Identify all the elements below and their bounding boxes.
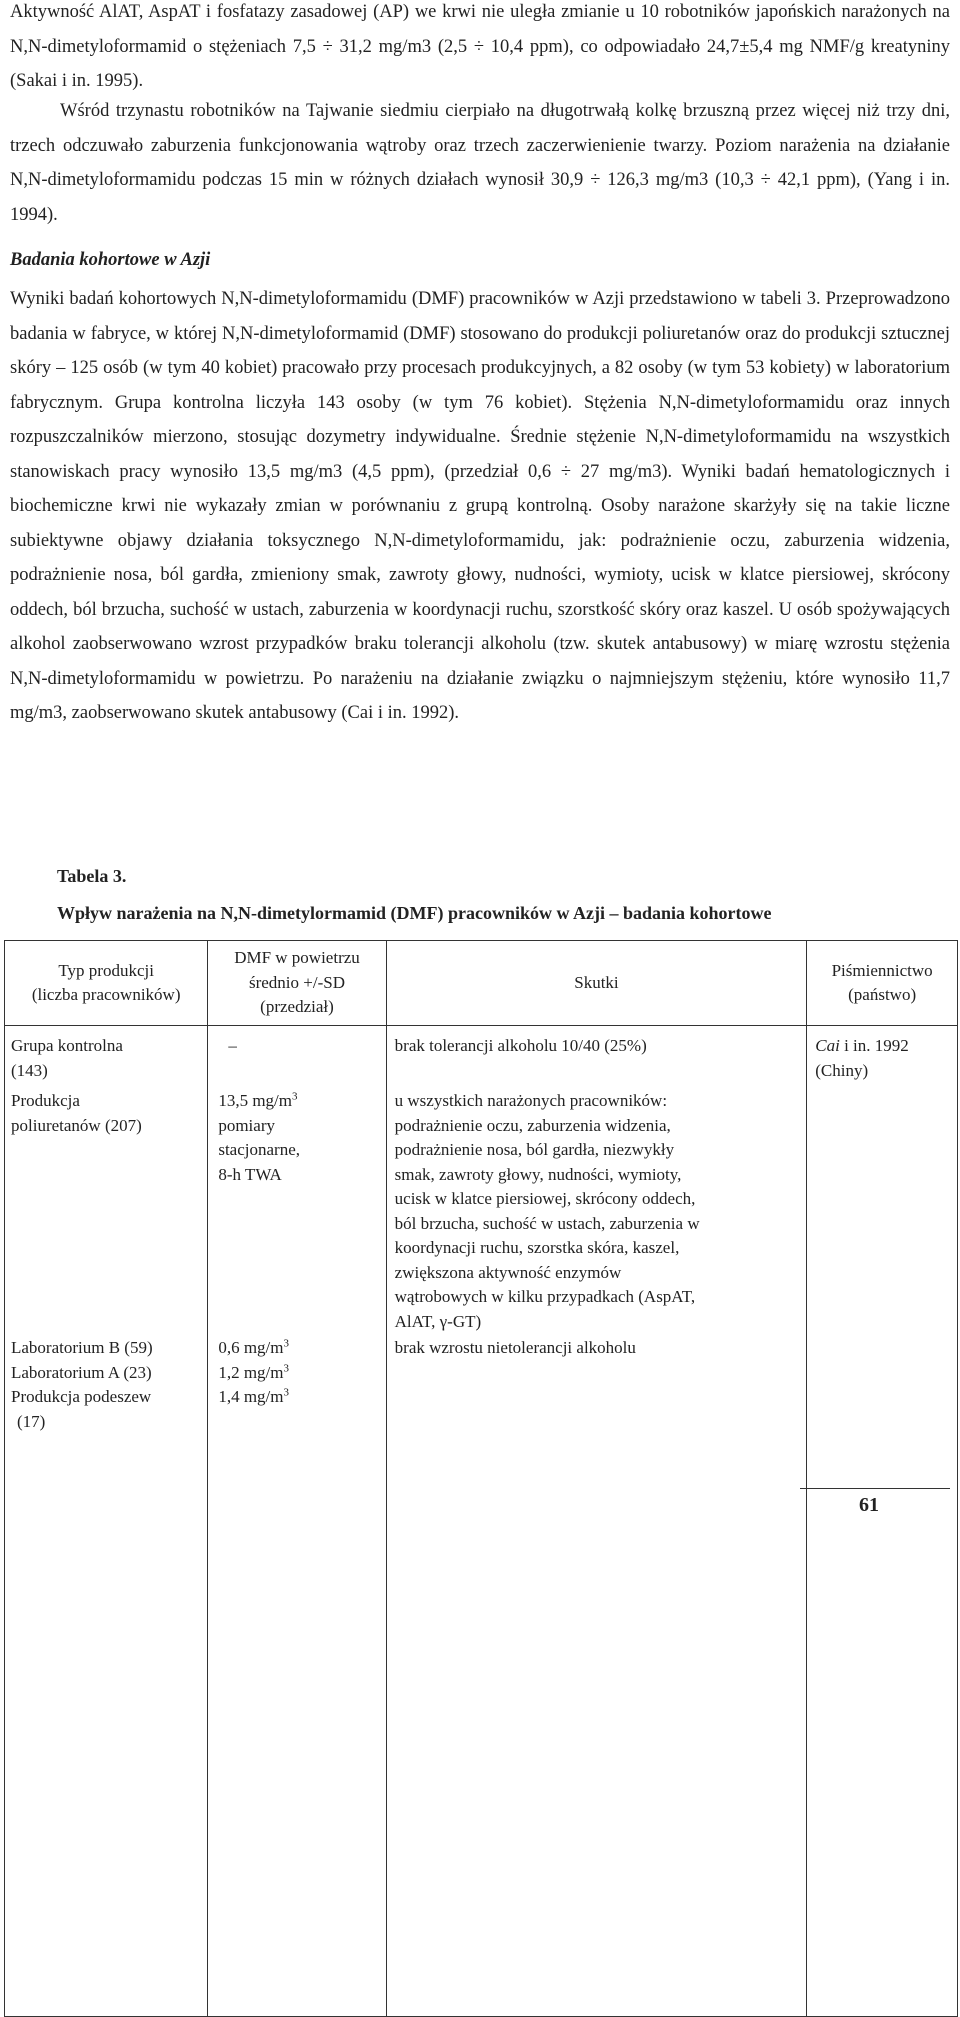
table-caption: Wpływ narażenia na N,N-dimetylormamid (DMF) pracowników w Azji – badania kohortowe bbox=[57, 903, 772, 923]
reference-cai bbox=[815, 1034, 909, 1083]
header-references bbox=[807, 941, 958, 1026]
effect-line: ucisk w klatce piersiowej, skrócony oddech, bbox=[394, 1189, 696, 1208]
table-row bbox=[5, 1026, 958, 2017]
shoe-label: Produkcja podeszew bbox=[11, 1387, 152, 1406]
lab-b-dmf: 0,6 mg/m bbox=[218, 1338, 284, 1357]
lab-a-label: Laboratorium A (23) bbox=[11, 1362, 152, 1382]
poly-count: poliuretanów (207) bbox=[11, 1115, 142, 1135]
effect-line: u wszystkich narażonych pracowników: bbox=[394, 1091, 668, 1110]
reference-country: (Chiny) bbox=[815, 1060, 869, 1080]
effect-line: smak, zawroty głowy, nudności, wymioty, bbox=[394, 1164, 682, 1184]
effect-line: koordynacji ruchu, szorstka skóra, kaszel, bbox=[394, 1238, 680, 1257]
lab-a-dmf: 1,2 mg/m bbox=[218, 1362, 284, 1382]
header-col1-line2: (liczba pracowników) bbox=[31, 985, 181, 1004]
shoe-count: (17) bbox=[17, 1411, 46, 1431]
control-count: (143) bbox=[11, 1060, 48, 1080]
effect-line: zwiększona aktywność enzymów bbox=[394, 1262, 622, 1282]
page-number-rule bbox=[800, 1488, 950, 1489]
poly-effects bbox=[395, 1089, 700, 1334]
reference-author: Cai bbox=[815, 1036, 840, 1055]
cohort-table bbox=[4, 940, 958, 2017]
lab-b-label: Laboratorium B (59) bbox=[11, 1338, 153, 1357]
row-polyurethane bbox=[11, 1089, 142, 1138]
lab-effect: brak wzrostu nietolerancji alkoholu bbox=[394, 1338, 636, 1357]
poly-label: Produkcja bbox=[11, 1091, 80, 1110]
shoe-dmf: 1,4 mg/m bbox=[218, 1387, 284, 1406]
header-col1-line1: Typ produkcji bbox=[58, 960, 154, 980]
paragraph-cohort bbox=[10, 282, 950, 731]
header-col2-line2: średnio +/-SD bbox=[248, 972, 345, 992]
p3-text: Wyniki badań kohortowych N,N-dimetyloformamidu (DMF) pracowników w Azji przedstawiono w tabeli 3. Przeprowadzono badania w fabryce, w której N,N-dimetyloformamid (DMF) stosowano do produkcji poliuretanów oraz do produkcji sztucznej skóry – 125 osób (w tym 40 kobiet) pracowało przy procesach produkcyjnych, a 82 osoby (w tym 53 kobiety) w laboratorium fabrycznym. Grupa kontrolna liczyła 143 osoby (w tym 76 kobiet). Stężenia N,N-dimetyloformamidu oraz innych rozpuszczalników mierzono, stosując dozymetry indywidualne. Średnie stężenie N,N-dimetyloformamidu na wszystkich stanowiskach pracy wynosiło 13,5 mg/m3 (4,5 ppm), (przedział 0,6 ÷ 27 mg/m3). Wyniki badań hematologicznych i biochemiczne krwi nie wykazały zmian w porównaniu z grupą kontrolną. Osoby narażone skarżyły się na takie liczne subiektywne objawy działania toksycznego N,N-dimetyloformamidu, jak: podrażnienie oczu, zaburzenia widzenia, podrażnienie nosa, ból gardła, zmieniony smak, zawroty głowy, nudności, wymioty, ucisk w klatce piersiowej, skrócony oddech, ból brzucha, suchość w ustach, zaburzenia w koordynacji ruchu, szorstkość skóry oraz kaszel. U osób spożywających alkohol zaobserwowano wzrost przypadków braku tolerancji alkoholu (tzw. skutek antabusowy) w miarę wzrostu stężenia N,N-dimetyloformamidu w powietrzu. Po narażeniu na działanie związku o najmniejszym stężeniu, które wynosiło 11,7 mg/m3, zaobserwowano skutek antabusowy (Cai i in. 1992). bbox=[10, 289, 950, 723]
header-dmf-air bbox=[208, 941, 386, 1026]
p1-text: Aktywność AlAT, AspAT i fosfatazy zasadowej (AP) we krwi nie uległa zmianie u 10 robotników japońskich narażonych na N,N-dimetyloformamid o stężeniach 7,5 ÷ 31,2 mg/m3 (2,5 ÷ 10,4 ppm), co odpowiadało 24,7±5,4 mg NMF/g kreatyniny (Sakai i in. 1995). bbox=[10, 2, 950, 91]
section-heading: Badania kohortowe w Azji bbox=[10, 250, 211, 270]
p2-text: Wśród trzynastu robotników na Tajwanie siedmiu cierpiało na długotrwałą kolkę brzuszną przez więcej niż trzy dni, trzech odczuwało zaburzenia funkcjonowania wątroby oraz trzech zaczerwienienie twarzy. Poziom narażenia na działanie N,N-dimetyloformamidu podczas 15 min w różnych działach wynosił 30,9 ÷ 126,3 mg/m3 (10,3 ÷ 42,1 ppm), (Yang i in. 1994). bbox=[10, 101, 950, 225]
header-col3: Skutki bbox=[574, 972, 619, 992]
table-label: Tabela 3. bbox=[57, 866, 127, 886]
cell-references bbox=[807, 1026, 958, 2017]
header-col4-line1: Piśmiennictwo bbox=[831, 960, 933, 980]
sup-3: 3 bbox=[283, 1386, 289, 1399]
row-control-group bbox=[11, 1034, 123, 1083]
paragraph-enzymes bbox=[10, 0, 950, 99]
cell-effects bbox=[386, 1026, 807, 2017]
poly-dmf bbox=[218, 1089, 300, 1187]
effect-line: podrażnienie oczu, zaburzenia widzenia, bbox=[394, 1115, 671, 1135]
control-label: Grupa kontrolna bbox=[11, 1036, 123, 1055]
poly-dmf-note3: 8-h TWA bbox=[218, 1164, 282, 1184]
reference-year: i in. 1992 bbox=[839, 1036, 909, 1055]
sup-3: 3 bbox=[283, 1337, 289, 1350]
effect-line: wątrobowych w kilku przypadkach (AspAT, bbox=[394, 1287, 696, 1306]
control-dmf-dash: – bbox=[228, 1036, 237, 1055]
header-col4-line2: (państwo) bbox=[848, 985, 917, 1004]
table-header-row bbox=[5, 941, 958, 1026]
header-col2-line3: (przedział) bbox=[260, 997, 334, 1017]
header-col2-line1: DMF w powietrzu bbox=[234, 948, 360, 968]
poly-dmf-value: 13,5 mg/m bbox=[218, 1091, 292, 1110]
cell-dmf-values bbox=[208, 1026, 386, 2017]
page-number: 61 bbox=[859, 1494, 879, 1516]
header-effects bbox=[386, 941, 807, 1026]
header-production-type bbox=[5, 941, 208, 1026]
poly-dmf-note2: stacjonarne, bbox=[218, 1140, 300, 1159]
poly-dmf-note1: pomiary bbox=[218, 1115, 275, 1135]
effect-line: podrażnienie nosa, ból gardła, niezwykły bbox=[394, 1140, 675, 1159]
lab-dmf bbox=[218, 1336, 289, 1410]
row-laboratories bbox=[11, 1336, 153, 1434]
sup-3: 3 bbox=[292, 1090, 298, 1103]
paragraph-taiwan bbox=[10, 94, 950, 232]
sup-3: 3 bbox=[283, 1361, 289, 1374]
effect-line: AlAT, γ-GT) bbox=[394, 1311, 482, 1331]
cell-production-types bbox=[5, 1026, 208, 2017]
effect-line: ból brzucha, suchość w ustach, zaburzenia w bbox=[394, 1213, 700, 1233]
control-effect: brak tolerancji alkoholu 10/40 (25%) bbox=[394, 1036, 647, 1055]
